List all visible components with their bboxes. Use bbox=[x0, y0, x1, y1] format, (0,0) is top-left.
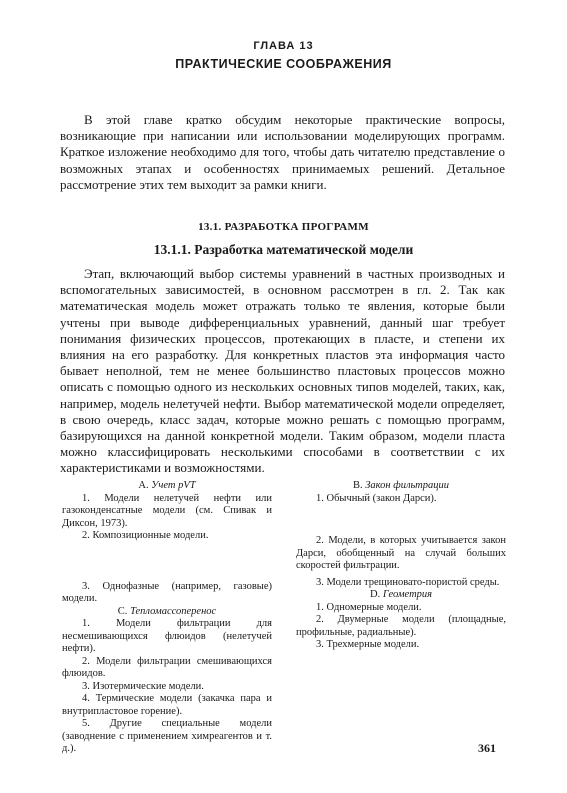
class-d-item: 1. Одномерные модели. bbox=[316, 601, 422, 613]
class-a-name: Учет pVT bbox=[151, 480, 196, 491]
spacer bbox=[296, 505, 506, 535]
class-d-letter: D. bbox=[369, 589, 381, 600]
class-c-letter: C. bbox=[117, 605, 128, 617]
classification-left-column bbox=[62, 480, 272, 756]
subsection-title: 13.1.1. Разработка математической модели bbox=[153, 242, 414, 257]
intro-paragraph: В этой главе кратко обсудим некоторые практические вопросы, возникающие при написании или использовании моделирующих программ. Краткое изложение необходимо для того, чтобы дать читателю представление о возможных этапах и особенностях принимаемых решений. Детальное рассмотрение этих тем выходит за рамки книги. bbox=[60, 112, 505, 192]
class-b-heading bbox=[296, 480, 506, 493]
class-b-name: Закон фильтрации bbox=[365, 480, 450, 491]
class-c-item: 1. Модели фильтрации для несмешивающихся флюидов (нелетучей нефти). bbox=[62, 618, 272, 654]
body-paragraph: Этап, включающий выбор системы уравнений в частных производных и вспомогательных зависимостей, в основном рассмотрен в гл. 2. Так как математическая модель может отражать только те явления, которые были учтены при выводе дифференциальных уравнений, данный шаг требует понимания физических процессов, протекающих в пласте, и степени их влияния на его разработку. Для конкретных пластов эта информация часто бывает неполной, тем не менее большинство пластовых процессов можно описать с помощью одного из нескольких основных типов моделей, таких, как, например, модель нелетучей нефти. Выбор математической модели определяет, в свою очередь, класс задач, которые можно решать с помощью программ, базирующихся на данной конкретной модели. Таким образом, модели пласта можно классифицировать несколькими способами в соответствии с их характеристиками и возможностями. bbox=[60, 266, 505, 476]
class-d-name: Геометрия bbox=[382, 589, 433, 600]
class-c-item: 3. Изотермические модели. bbox=[82, 680, 204, 692]
class-c-item: 2. Модели фильтрации смешивающихся флюидов. bbox=[62, 655, 272, 679]
class-d-item: 2. Двумерные модели (площадные, профильные, радиальные). bbox=[296, 614, 506, 638]
chapter-title: ПРАКТИЧЕСКИЕ СООБРАЖЕНИЯ bbox=[175, 57, 392, 71]
class-d-item: 3. Трехмерные модели. bbox=[316, 639, 420, 650]
page-number: 361 bbox=[478, 741, 496, 755]
class-b-item: 2. Модели, в которых учитывается закон Дарси, обобщенный на случай больших скоростей фильтрации. bbox=[296, 535, 506, 571]
class-c-heading bbox=[62, 606, 272, 619]
class-b-item: 3. Модели трещиновато-пористой среды. bbox=[316, 576, 500, 588]
class-a-letter: A. bbox=[138, 480, 149, 491]
class-c-item: 5. Другие специальные модели (заводнение с применением химреагентов и т. д.). bbox=[62, 718, 272, 754]
class-b-letter: B. bbox=[352, 480, 363, 491]
class-a-item: 3. Однофазные (например, газовые) модели. bbox=[62, 580, 272, 604]
class-a-heading bbox=[62, 480, 272, 493]
section-title: 13.1. РАЗРАБОТКА ПРОГРАММ bbox=[198, 221, 369, 233]
classification-right-column bbox=[296, 480, 506, 652]
class-d-heading bbox=[296, 589, 506, 602]
class-a-item: 2. Композиционные модели. bbox=[82, 530, 209, 541]
spacer bbox=[62, 543, 272, 581]
chapter-number: ГЛАВА 13 bbox=[253, 40, 314, 52]
class-c-item: 4. Термические модели (закачка пара и внутрипластовое горение). bbox=[62, 693, 272, 717]
class-b-item: 1. Обычный (закон Дарси). bbox=[316, 492, 437, 504]
class-c-name: Тепломассоперенос bbox=[130, 605, 217, 617]
class-a-item: 1. Модели нелетучей нефти или газоконденсатные модели (см. Спивак и Диксон, 1973). bbox=[62, 492, 272, 529]
